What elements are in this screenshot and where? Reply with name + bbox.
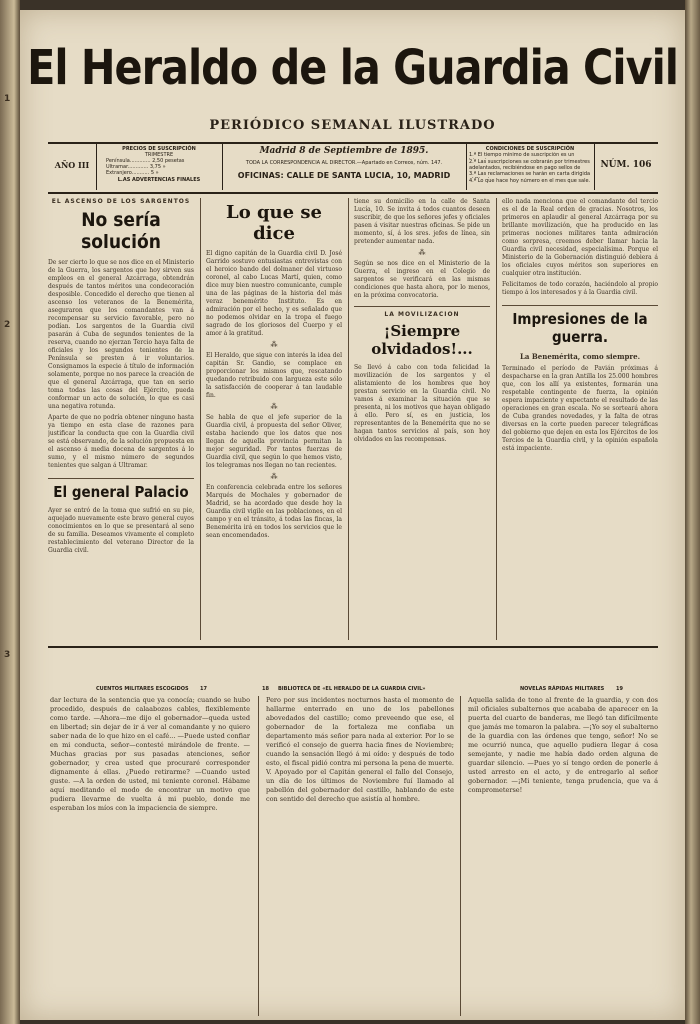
- article-column-2: [206, 198, 342, 638]
- article-body: De ser cierto lo que se nos dice en el Ministerio de la Guerra, los sargentos que hoy sirven sus empleos en el general Azcárraga, obtendrán después de tantos méritos una condecoración desposible. Concedido el derecho que tienen al ascenso los veteranos de la Benemérita, aseguraron que los comandantes van á recompensar su servicio favorable, pero no podían. Los sargentos de la Guardia civil pasarán á Cuba de segundos tenientes de la reserva, cuando no ejerzan Tercio haya falta de oficiales y los segundos tenientes de la Península se presten á ir voluntarios. Consignamos la especie á título de información solamente, porque no nos parece la creación de que el general Azcárraga, que tan en serio toma todas las cosas del Ejército, pueda conformar un acto de solución, lo que es casi una negativa rotunda.: [48, 259, 194, 410]
- article-body: Felicitamos de todo corazón, haciéndolo al propio tiempo á los interesados y á la Guardia civil.: [502, 281, 658, 296]
- article-body: Ayer se entró de la toma que sufrió en su pie, aquejado nuevamente este bravo general cuyos conocimientos en lo que se presentará al seno de su familia. Deseamos vivamente el completo restablecimiento del veterano Director de la Guardia civil.: [48, 507, 194, 554]
- article-body: El Heraldo, que sigue con interés la idea del capitán Sr. Gandio, se complace en proporcionar los mismos que, rescatando quedando retribuido con largueza este sólo la satisfacción de cooperar á tan laudable fin.: [206, 352, 342, 399]
- side-number: 2: [4, 320, 11, 330]
- column-rule: [258, 696, 259, 1016]
- conditions-title: CONDICIONES DE SUSCRIPCIÓN: [485, 146, 575, 152]
- article-body: ello nada menciona que el comandante del tercio es el de la Real orden de gracias. Nosotros, los primeros en aplaudir al general Azcárraga por su brillante movilización, que ha producido en las primeras nociones militares tanta admiración como sorpresa, creemos deber llamar hacia la Guardia civil necesidad, especialísima. Porque el Ministerio de la Gobernación distinguió debiera á los oficiales cuyos méritos son superiores en cualquier otra institución.: [502, 198, 658, 277]
- column-rule: [460, 696, 461, 1016]
- article-subheadline: La Benemérita, como siempre.: [519, 352, 641, 361]
- article-body: Aparte de que no podría obtener ninguno hasta ya tiempo en esta clase de razones para justificar la conducta que con la Guardia civil se está observando, de la solución propuesta en el ascenso á media docena de sargentos á lo sumo, y el mismo número de segundos tenientes que salgan á Ultramar.: [48, 414, 194, 469]
- separator-stars: ⁂: [270, 341, 278, 349]
- price-line: Península............. 2,50 pesetas: [106, 158, 185, 164]
- prices-period: TRIMESTRE: [144, 152, 174, 158]
- folio-right-number: 19: [616, 686, 623, 692]
- article-column-1: [48, 198, 194, 638]
- prices-box: [96, 144, 223, 190]
- issue-date: Madrid 8 de Septiembre de 1895.: [259, 146, 429, 156]
- masthead-subtitle: PERIÓDICO SEMANAL ILUSTRADO: [209, 118, 496, 133]
- folio-left-title: CUENTOS MILITARES ESCOGIDOS: [96, 686, 189, 692]
- article-headline: El general Palacio: [48, 478, 194, 501]
- condition-line: 3.ª Las reclamaciones se harán en carta dirigida: [469, 171, 591, 177]
- newspaper-page: [20, 10, 685, 1020]
- article-body: Según se nos dice en el Ministerio de la Guerra, el ingreso en el Colegio de sargentos se verificará en las mismas condiciones que hasta ahora, por lo menos, en la próxima convocatoria.: [354, 260, 490, 299]
- binding-right-edge: [685, 0, 700, 1024]
- condition-line: 2.ª Las suscripciones se cobrarán por trimestres adelantados, recibiéndose en pago sellos de: [469, 159, 590, 171]
- separator-stars: ⁂: [270, 403, 278, 411]
- article-headline: Impresiones de la guerra.: [502, 305, 658, 346]
- article-body: Se habla de que el jefe superior de la Guardia civil, á propuesta del señor Oliver, estaba haciendo que los datos que nos llegan de aquella provincia permitan la mejor seguridad. Por tantos fuerzas de Guardia civil, que según lo que hemos visto, los telegramas nos llegan no tan recientes.: [206, 414, 342, 469]
- article-body: El digno capitán de la Guardia civil D. José Garrido sostuvo entusiastas entrevistas con el heroico bando del dolmaner del virtuoso coronel, al cabo Lucas Martí, quien, como dice muy bien nuestro comunicante, cumple una de las páginas de la historia del más veraz benemérito Instituto. Es en admiración por el hecho, y es señalado que no podemos olvidar en la tropa el fuego sagrado de los gloriosos del Cuerpo y el amor á la gratitud.: [206, 250, 342, 337]
- article-kicker: LA MOVILIZACION: [354, 306, 490, 318]
- section-rule: [48, 646, 658, 648]
- serial-column-3: [468, 696, 658, 1014]
- folio-center-title: BIBLIOTECA DE «EL HERALDO DE LA GUARDIA CIVIL»: [278, 686, 426, 692]
- price-line: Ultramar............. 3,75 »: [106, 164, 166, 170]
- conditions-box: [466, 144, 595, 190]
- article-body: tiene su domicilio en la calle de Santa Lucía, 10. Se invita á todos cuantos deseen suscribir, de que los señores jefes y oficiales pasen á visitar nuestras oficinas. Se pide un momento, sí, á los sres. jefes de línea, sin pretender aumentar nada.: [354, 198, 490, 245]
- header-rule: [48, 192, 658, 194]
- separator-stars: ⁂: [270, 473, 278, 481]
- folio-left-number: 17: [200, 686, 207, 692]
- article-column-4: [502, 198, 658, 638]
- folio-center-number: 18: [262, 686, 269, 692]
- serial-column-1: [50, 696, 250, 1014]
- separator-stars: ⁂: [418, 249, 426, 257]
- price-line: Extranjero........... 5 »: [106, 170, 159, 176]
- column-rule: [200, 198, 201, 640]
- condition-line: 1.ª El tiempo mínimo de suscripción es un: [469, 152, 575, 158]
- masthead-title: El Heraldo de la Guardia Civil: [27, 38, 678, 96]
- article-headline: No sería solución: [81, 209, 161, 253]
- column-rule: [496, 198, 497, 640]
- side-number: 3: [4, 650, 11, 660]
- folio-right-title: NOVELAS RÁPIDAS MILITARES: [520, 686, 605, 692]
- prices-title: PRECIOS DE SUSCRIPCIÓN: [122, 146, 196, 152]
- article-body: En conferencia celebrada entre los señores Marqués de Mochales y gobernador de Madrid, se ha acordado que desde hoy la Guardia civil vigile en las poblaciones, en el campo y en el tránsito, á todas las fincas, la Benemérita irá en todos los servicios que le sean encomendados.: [206, 484, 342, 539]
- article-headline: ¡Siempre olvidados!...: [371, 322, 473, 358]
- address-box: [222, 144, 467, 190]
- offices-line: OFICINAS: CALLE DE SANTA LUCIA, 10, MADRID: [237, 171, 451, 180]
- year-label: AÑO III: [54, 160, 90, 170]
- issue-number: NÚM. 106: [600, 160, 652, 170]
- serial-body: Pero por sus incidentes nocturnos hasta el momento de hallarme enterrado en uno de los pabellones abovedados del castillo; como preveendo que ese, el gobernador de la fortaleza me confiaba un departamento más señor para nada al exterior. Por lo se verificó el consejo de guerra hacia fines de Noviembre; cuando la sensación llegó á mi oído: y después de todo esto, el fiscal pidió contra mi persona la pena de muerte. V. Apoyado por el Capitán general el fallo del Consejo, un día de los últimos de Noviembre fuí llamado al pabellón del gobernador del castillo, hablando de este con sentido del derecho que asistía al hombre.: [266, 696, 454, 803]
- binding-left-edge: [0, 0, 20, 1024]
- correspondence-line: TODA LA CORRESPONDENCIA AL DIRECTOR.—Apartado en Correos, núm. 147.: [245, 160, 443, 166]
- ads-note: L.AS ADVERTENCIAS FINALES: [117, 177, 201, 183]
- article-column-3: [354, 198, 490, 638]
- column-rule: [348, 198, 349, 640]
- serial-body: Aquella salida de tono al frente de la guardia, y con dos mil oficiales subalternos que acababa de aparecer en la puerta del cuarto de banderas, me llegó tan difícilmente que jamás me tomaron la palabra. —¡Yo soy el subalterno de la guardia con las órdenes que tengo, señor! No se me ocurrió nunca, que aquello pudiera llegar á cosa semejante, y nadie me había dado orden alguna de guardar silencio. —Pues yo sí tengo orden de ponerle á usted arresto en el acto, y de entregarlo al señor gobernador. —¡Mi teniente, tenga prudencia, que va á comprometerse!: [468, 696, 658, 794]
- article-body: Terminado el período de Pavián próximas á despacharse en la gran Antilla los 25.000 hombres que, con los allí ya existentes, formarán una respetable contingente de fuerza, la opinión espera impaciente y expectante el resultado de las operaciones en gran escala. No se sorteará ahora de Cuba grandes novedades, y la falta de otras diversas en la corte pueden parecer telegráficas del gobierno que dejen en esta los Ejércitos de los Tercios de la Guardia civil, y la opinión española está impaciente.: [502, 365, 658, 452]
- year-box: [48, 144, 97, 190]
- side-number: 1: [4, 94, 11, 104]
- serial-column-2: [266, 696, 454, 1014]
- serial-body: dar lectura de la sentencia que ya conocía; cuando se hubo procedido, después de calaabozos cables, flexiblemente como tarde. —Ahora—me dijo el gobernador—queda usted en libertad; sin dejar de ir á ver al comandante y no quiero saber nada de lo que hizo en el café... —Puede usted confiar en mi conducta, señor—contesté mirándole de frente. —Muchas gracias por sus pasadas atenciones, señor gobernador, y crea usted que procuraré corresponder dignamente á ellas. ¿Puedo retirarme? —Cuando usted guste. —A la orden de usted, mi teniente coronel. Hábame aquí meditando el modo de encontrar un motivo que pudiera llevarme de vuelta á mi pueblo, donde me esperaban los míos con la impaciencia de siempre.: [50, 696, 250, 812]
- article-headline: Lo que se dice: [226, 202, 322, 244]
- article-body: Se llevó á cabo con toda felicidad la movilización de los sargentos y el alistamiento de los hombres que hoy prestan servicio en la Guardia civil. No vamos á examinar la situación que se presenta, ni los motivos que hayan obligado á ello. Pero sí, es en justicia, los representantes de la Benemérita que no se hagan tantos servicios al país, son hoy olvidados en las recompensas.: [354, 364, 490, 443]
- condition-line: 4.ª Lo que hace hoy número en el mes que sale.: [469, 178, 591, 184]
- issue-number-box: [594, 144, 658, 190]
- article-kicker: EL ASCENSO DE LOS SARGENTOS: [51, 198, 191, 205]
